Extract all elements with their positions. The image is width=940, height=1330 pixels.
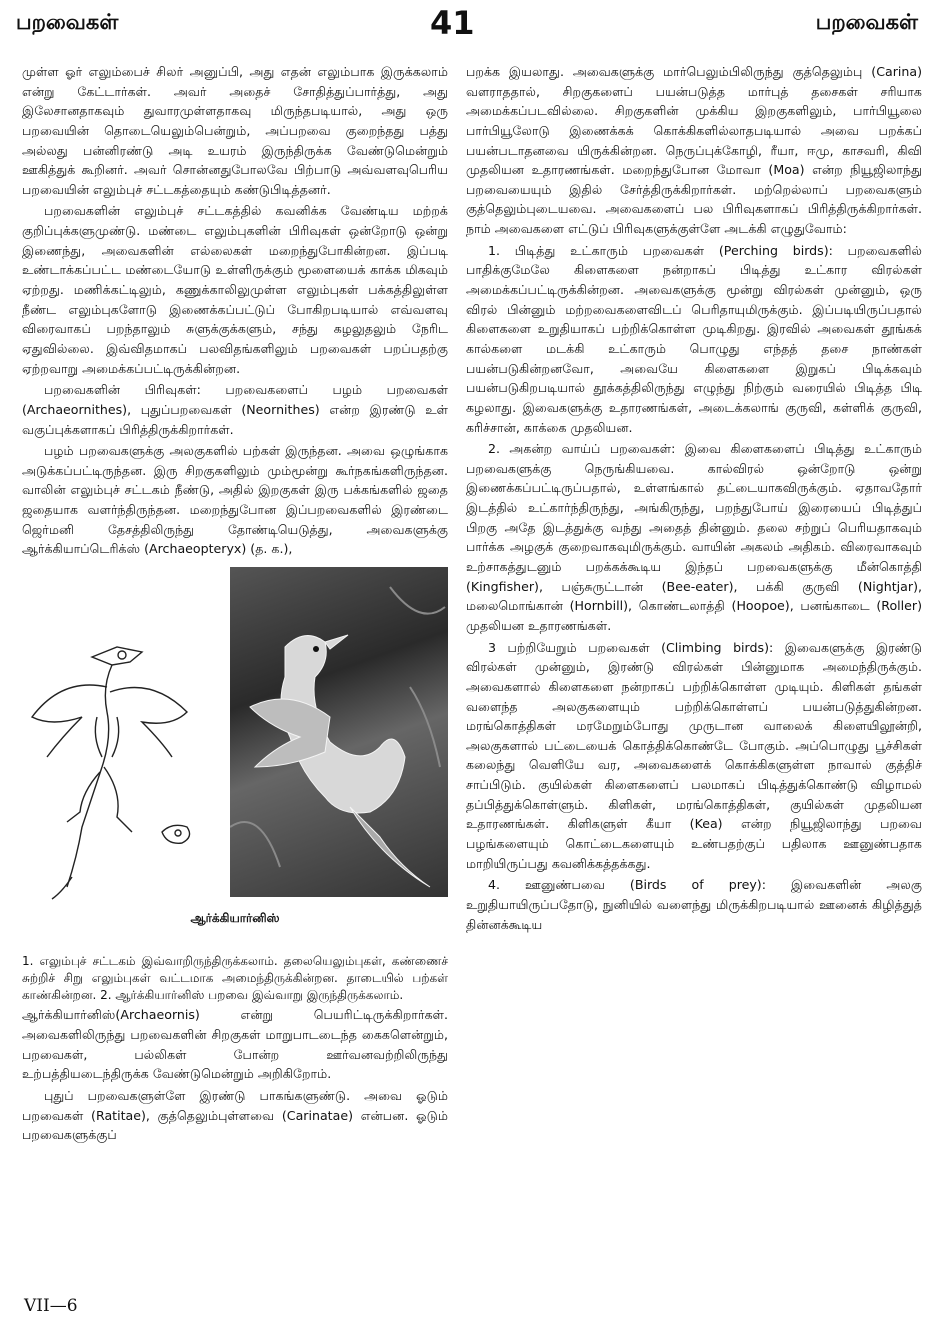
paragraph: புதுப் பறவைகளுள்ளே இரண்டு பாகங்களுண்டு. அவை ஓடும் பறவைகள் (Ratitae), குத்தெலும்புள்ளவை (Carinatae) என்பன. ஓடும் பறவைகளுக்குப் — [22, 1087, 448, 1143]
archaeornis-restoration-image — [230, 567, 448, 897]
paragraph: பழம் பறவைகளுக்கு அலகுகளில் பற்கள் இருந்தன. அவை ஒழுங்காக அடுக்கப்பட்டிருந்தன. இரு சிறகுகளிலும் மும்மூன்று கூர்நகங்களிருந்தன. வாலின் எலும்புச் சட்டகம் நீண்டு, அதில் இறகுகள் இரு பக்கங்களில் ஜதை ஜதையாக வளர்ந்திருந்தன. மறைந்துபோன இப்பறவைகளில் இரண்டை ஜெர்மனி தேசத்திலிருந்து தோண்டியெடுத்து, அவைகளுக்கு ஆர்க்கியாப்டெரிக்ஸ் (Archaeopteryx) (த. க.), — [22, 443, 448, 557]
paragraph: பறவைகளின் எலும்புச் சட்டகத்தில் கவனிக்க வேண்டிய மற்றக் குறிப்புக்களுமுண்டு. மண்டை எலும்புகளின் பிரிவுகள் ஒன்றோடு ஒன்று இணைந்து, அவைகளின் எல்லைகள் மறைந்துபோகின்றன. இப்படி உண்டாக்கப்பட்ட மண்டையோடு உள்ளிருக்கும் மூளையைக் காக்க மிகவும் ஏற்றது. மணிக்கட்டிலும், கணுக்காலிலுமுள்ள எலும்புகள் பக்கத்திலுள்ள நீண்ட எலும்புகளோடு இணைக்கப்பட்டுப் போகிறபடியால் எவ்வளவு விரைவாகப் பறந்தாலும் சுளுக்குக்களும், சந்து கழலுதலும் நேரிட ஏதுவில்லை. இவ்விதமாகப் பலவிதங்களிலும் பறவைகள் பறப்பதற்கு ஏற்றவாறு அமைக்கப்பட்டிருக்கின்றன. — [22, 203, 448, 376]
page-number: 41 — [430, 4, 475, 42]
page-header — [0, 0, 940, 50]
paragraph: ஆர்க்கியார்னிஸ்(Archaeornis) என்று பெயரிட்டிருக்கிறார்கள். அவைகளிலிருந்து பறவைகளின் சிறகுகள் மாறுபாடடைந்த கைகளென்றும், பறவைகள், பல்லிகள் போன்ற ஊர்வனவற்றிலிருந்து உற்பத்தியடைந்திருக்க வேண்டுமென்றும் அறிகிறோம். — [22, 1007, 448, 1082]
paragraph: 3 பற்றியேறும் பறவைகள் (Climbing birds): இவைகளுக்கு இரண்டு விரல்கள் முன்னும், இரண்டு விரல்கள் பின்னுமாக அமைந்திருக்கும். அவைகளால் கிளைகளை நன்றாகப் பற்றிக்கொள்ள முடியும். கிளிகள் தங்கள் வளைந்த அலகுகளையும் பற்றிக்கொள்ளப் பயன்படுத்துகின்றன. மரங்கொத்திகள் மரமேறும்போது முருடான வாலைக் கிளையிலூன்றி, அலகுகளால் பட்டையைக் கொத்திக்கொண்டே போகும். அப்பொழுது பூச்சிகள் கலைந்து வெளியே வர, அவைகளைக் கொக்கிகளுள்ள நாவால் குத்திச் சாப்பிடும். குயில்கள் கிளைகளைப் பலமாகப் பிடித்துக்கொண்டு விழாமல் தப்பித்துக்கொள்ளும். கிளிகள், மரங்கொத்திகள், குயில்கள் முதலியன உதாரணங்கள். கிளிகளுள் கீயா (Kea) என்ற நியூஜிலாந்து பறவை பழங்களையும் கொட்டைகளையும் உண்பதற்குப் பதிலாக ஊனுண்பதாக மாறியிருப்பது கவனிக்கத்தக்கது. — [466, 639, 922, 871]
paragraph: 4. ஊனுண்பவை (Birds of prey): இவைகளின் அலகு உறுதியாயிருப்பதோடு, நுனியில் வளைந்து மிருக்கிறபடியால் ஊனைக் கிழித்துத் தின்னக்கூடிய — [466, 877, 922, 932]
figure-caption: 1. எலும்புச் சட்டகம் இவ்வாறிருந்திருக்கலாம். தலையெலும்புகள், கண்ணைச் சுற்றிச் சிறு எலும்புகள் வட்டமாக அமைந்திருக்கின்றன. தாடையில் பற்கள் காண்கின்றன. 2. ஆர்க்கியார்னிஸ் பறவை இவ்வாறு இருந்திருக்கலாம். — [22, 954, 448, 1002]
paragraph: முள்ள ஓர் எலும்பைச் சிலர் அனுப்பி, அது எதன் எலும்பாக இருக்கலாம் என்று கேட்டார்கள். அவர் அதைச் சோதித்துப்பார்த்து, அது இலேசானதாகவும் துவாரமுள்ளதாகவு மிருந்தபடியால், அது ஒரு பறவையின் தொடையெலும்பென்றும், அப்பறவை குறைந்தது பத்து அல்லது பன்னிரண்டு அடி உயரம் இருந்திருக்க வேண்டுமென்றும் ஊகித்துக் கூறினர். அவர் சொன்னதுபோலவே பிற்பாடு அவ்வளவுபெரிய பறவையின் எலும்புச் சட்டகத்தையும் கண்டுபிடித்தனர். — [22, 64, 448, 197]
running-title-right: பறவைகள் — [815, 10, 918, 34]
skeleton-sketch-illustration — [22, 617, 232, 907]
paragraph: பறக்க இயலாது. அவைகளுக்கு மார்பெலும்பிலிருந்து குத்தெலும்பு (Carina) வளராததால், சிறகுகளைப் பயன்படுத்த மார்புத் தசைகள் சரியாக அமைக்கப்படவில்லை. சிறகுகளின் முக்கிய இறகுகளிலும், பார்பியூலை பார்பியூலோடு இணைக்கக் கொக்கிகளில்லாதபடியால் அவை பறக்கப் பயன்படாதனவை யிருக்கின்றன. நெருப்புக்கோழி, ரீயா, ஈமு, காசவரி, கிவி முதலியன உதாரணங்கள். மறைந்துபோன மோவா (Moa) என்ற நியூஜிலாந்து பறவையையும் இதில் சேர்த்திருக்கிறார்கள். மற்றெல்லாப் பறவைகளும் குத்தெலும்புடையவை. அவைகளைப் பல பிரிவுகளாகப் பிரித்திருக்கிறார்கள். நாம் அவைகளை எட்டுப் பிரிவுகளுக்குள்ளே அடக்கி எழுதுவோம்: — [466, 64, 922, 237]
left-column — [22, 62, 448, 1282]
archaeornis-figure — [22, 567, 448, 947]
signature-mark: VII—6 — [24, 1296, 78, 1316]
paragraph: பறவைகளின் பிரிவுகள்: பறவைகளைப் பழம் பறவைகள் (Archaeornithes), புதுப்பறவைகள் (Neornithes) என்ற இரண்டு உள் வகுப்புக்களாகப் பிரித்திருக்கிறார்கள். — [22, 382, 448, 437]
running-title-left: பறவைகள் — [16, 10, 119, 34]
figure-label: ஆர்க்கியார்னிஸ் — [190, 911, 280, 926]
right-column — [466, 62, 922, 1307]
paragraph: 1. பிடித்து உட்காரும் பறவைகள் (Perching birds): பறவைகளில் பாதிக்குமேலே கிளைகளை நன்றாகப் பிடித்து உட்கார விரல்கள் அமைக்கப்பட்டிருக்கின்றன. அவைகளுக்கு மூன்று விரல்கள் முன்னும், ஒரு விரல் பின்னும் மற்றவைகளைவிடப் பெரிதாயுமிருக்கும். இப்படியிருப்பதால் கிளைகளை உறுதியாகப் பற்றிக்கொள்ள முடிகிறது. இரவில் அவைகள் தூங்கக் கால்களை மடக்கி உட்காரும் பொழுது எந்தத் தசை நாண்கள் பயன்படுகின்றனவோ, அவையே கிளைகளை இறுகப் பிடிக்கவும் பயன்படுகிறபடியால் தூக்கத்திலிருந்து எழுந்து நிற்கும் வரையில் பிடித்த பிடி கழலாது. இவைகளுக்கு உதாரணங்கள், அடைக்கலாங் குருவி, கள்ளிக் குருவி, கரிச்சான், காக்கை முதலியன. — [466, 242, 922, 435]
paragraph: 2. அகன்ற வாய்ப் பறவைகள்: இவை கிளைகளைப் பிடித்து உட்காரும் பறவைகளுக்கு நெருங்கியவை. கால்விரல் ஒன்றோடு ஒன்று இணைக்கப்பட்டிருப்பதால், உள்ளங்கால் தட்டையாகவிருக்கும். ஏதாவதோர் இடத்தில் உட்கார்ந்திருந்து, அங்கிருந்து, பறந்துபோய் இரையைப் பிடித்துப் பிறகு அதே இடத்துக்கு வந்து அதைத் தின்னும். தலை சற்றுப் பெரியதாகவும் பார்க்க அழகுக் குறைவாகவுமிருக்கும். வாயின் அகலம் அதிகம். விரைவாகவும் உற்சாகத்துடனும் பறக்கக்கூடிய இந்தப் பறவைகளுக்கு மீன்கொத்தி (Kingfisher), பஞ்சுருட்டான் (Bee-eater), பக்கி குருவி (Nightjar), மலைமொங்கான் (Hornbill), கொண்டலாத்தி (Hoopoe), பனங்காடை (Roller) முதலியன உதாரணங்கள். — [466, 441, 922, 633]
